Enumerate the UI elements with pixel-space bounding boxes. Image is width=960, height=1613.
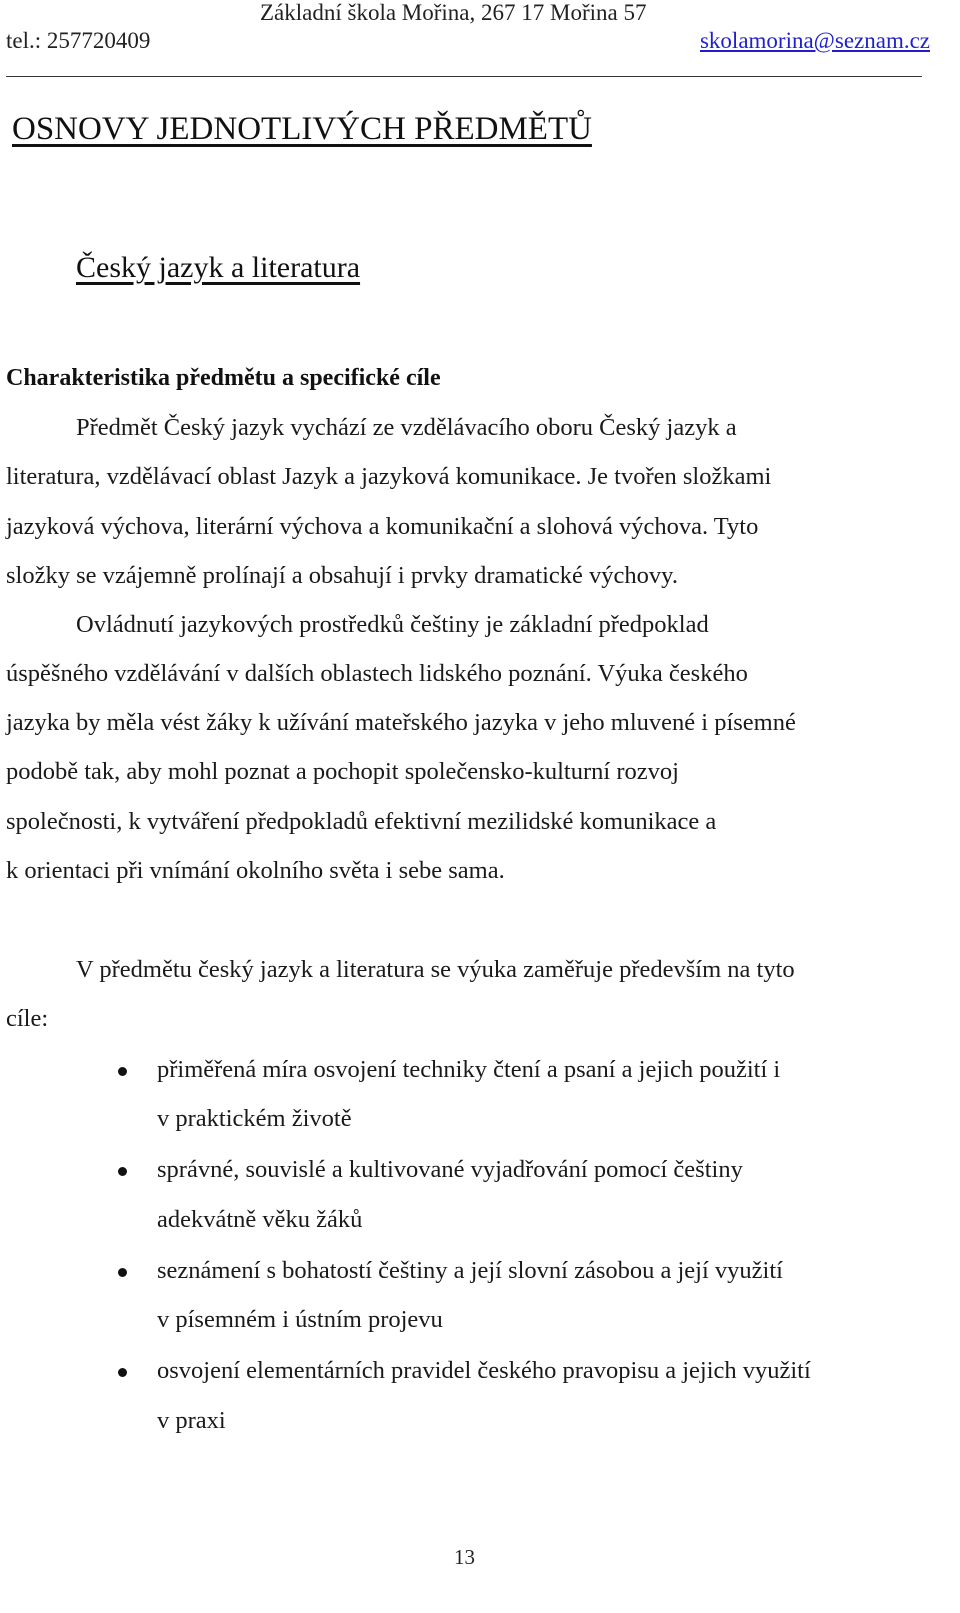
list-item: osvojení elementárních pravidel českého pravopisu a jejich využití (157, 1357, 811, 1384)
list-item-continued: v písemném i ústním projevu (157, 1306, 443, 1333)
paragraph-line: Ovládnutí jazykových prostředků češtiny je základní předpoklad (76, 611, 709, 638)
list-item: seznámení s bohatostí češtiny a její slovní zásobou a její využití (157, 1257, 783, 1284)
paragraph-line: jazyková výchova, literární výchova a komunikační a slohová výchova. Tyto (6, 513, 759, 540)
section-heading: Charakteristika předmětu a specifické cíle (6, 365, 441, 391)
bullet-icon (118, 1268, 127, 1277)
paragraph-line: složky se vzájemně prolínají a obsahují i prvky dramatické výchovy. (6, 562, 678, 589)
paragraph-line: jazyka by měla vést žáky k užívání mateřského jazyka v jeho mluvené i písemné (6, 709, 796, 736)
list-item: správné, souvislé a kultivované vyjadřování pomocí češtiny (157, 1156, 743, 1183)
page-number: 13 (454, 1545, 475, 1569)
email-link[interactable]: skolamorina@seznam.cz (699, 28, 930, 53)
list-item: přiměřená míra osvojení techniky čtení a psaní a jejich použití i (157, 1056, 781, 1083)
goals-intro-line: cíle: (6, 1005, 49, 1032)
paragraph-line: literatura, vzdělávací oblast Jazyk a jazyková komunikace. Je tvořen složkami (6, 463, 772, 490)
list-item-continued: v praktickém životě (157, 1105, 352, 1132)
school-address: Základní škola Mořina, 267 17 Mořina 57 (260, 0, 647, 25)
bullet-icon (118, 1368, 127, 1377)
bullet-icon (118, 1067, 127, 1076)
paragraph-line: Předmět Český jazyk vychází ze vzdělávacího oboru Český jazyk a (76, 414, 737, 441)
bullet-icon (118, 1167, 127, 1176)
page-title: OSNOVY JEDNOTLIVÝCH PŘEDMĚTŮ (12, 111, 592, 147)
subject-heading: Český jazyk a literatura (76, 251, 361, 284)
header-divider (6, 76, 922, 77)
paragraph-line: úspěšného vzdělávání v dalších oblastech lidského poznání. Výuka českého (6, 660, 748, 687)
goals-intro-line: V předmětu český jazyk a literatura se výuka zaměřuje především na tyto (76, 956, 795, 983)
paragraph-line: k orientaci při vnímání okolního světa i sebe sama. (6, 857, 505, 884)
phone-number: tel.: 257720409 (6, 28, 151, 53)
list-item-continued: v praxi (157, 1407, 226, 1434)
paragraph-line: společnosti, k vytváření předpokladů efektivní mezilidské komunikace a (6, 808, 717, 835)
paragraph-line: podobě tak, aby mohl poznat a pochopit společensko-kulturní rozvoj (6, 758, 679, 785)
list-item-continued: adekvátně věku žáků (157, 1206, 363, 1233)
